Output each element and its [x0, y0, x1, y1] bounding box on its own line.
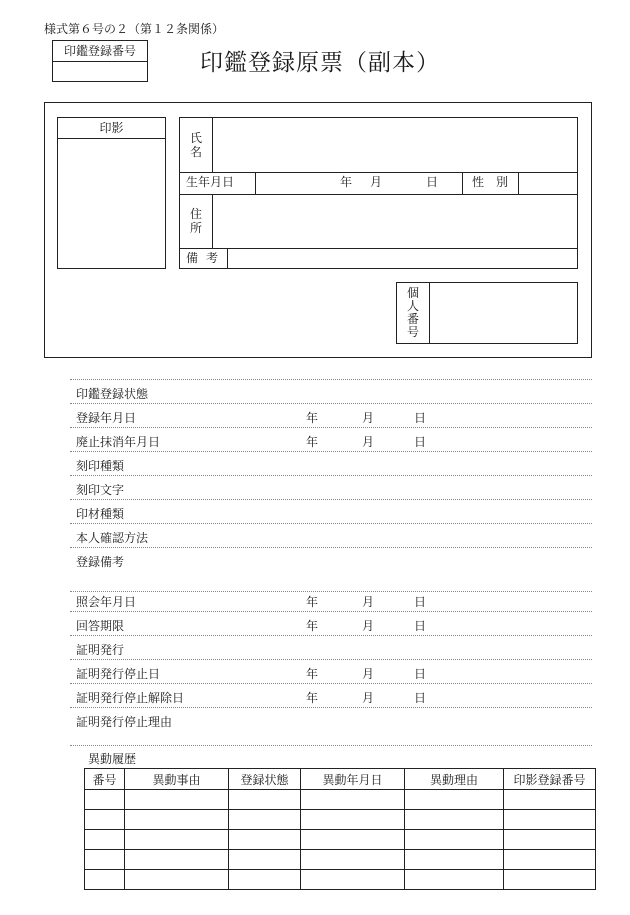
table-cell[interactable]: [405, 850, 504, 870]
table-cell[interactable]: [405, 790, 504, 810]
birth-month-unit: 月: [370, 175, 383, 189]
history-col-date: 異動年月日: [301, 769, 405, 790]
table-cell[interactable]: [125, 790, 229, 810]
table-cell[interactable]: [85, 790, 125, 810]
cert-release-date-label: 証明発行停止解除日: [76, 691, 185, 705]
history-title: 異動履歴: [88, 752, 137, 766]
abolish-date-year: 年: [306, 435, 319, 449]
name-label-char-2: 名: [189, 145, 202, 159]
form-number-label: 様式第６号の２（第１２条関係）: [44, 22, 225, 36]
inquiry-date-year: 年: [306, 595, 319, 609]
cert-stop-reason-row: [70, 708, 592, 746]
mynum-char-3: 番: [406, 312, 419, 326]
history-col-seal-number: 印影登録番号: [504, 769, 596, 790]
status-label: 印鑑登録状態: [76, 387, 149, 401]
table-cell[interactable]: [301, 830, 405, 850]
table-row: [85, 850, 596, 870]
reg-date-label: 登録年月日: [76, 411, 137, 425]
material-row: [70, 500, 592, 524]
cert-issue-row: [70, 636, 592, 660]
table-cell[interactable]: [405, 830, 504, 850]
birth-row: [180, 172, 577, 195]
individual-number-box: [396, 282, 578, 344]
cert-stop-month: 月: [362, 667, 375, 681]
status-row: [70, 380, 592, 404]
history-col-reason: 異動理由: [405, 769, 504, 790]
reg-date-month: 月: [362, 411, 375, 425]
table-cell[interactable]: [405, 870, 504, 890]
abolish-date-month: 月: [362, 435, 375, 449]
birth-day-unit: 日: [426, 175, 439, 189]
table-cell[interactable]: [301, 790, 405, 810]
table-cell[interactable]: [125, 830, 229, 850]
table-cell[interactable]: [504, 830, 596, 850]
engrave-type-row: [70, 452, 592, 476]
table-cell[interactable]: [229, 850, 301, 870]
table-cell[interactable]: [301, 810, 405, 830]
abolish-date-row: [70, 428, 592, 452]
address-label-char-1: 住: [189, 207, 202, 221]
id-method-row: [70, 524, 592, 548]
table-cell[interactable]: [504, 870, 596, 890]
engrave-type-label: 刻印種類: [76, 459, 125, 473]
abolish-date-label: 廃止抹消年月日: [76, 435, 161, 449]
id-method-label: 本人確認方法: [76, 531, 149, 545]
history-col-reason-type: 異動事由: [125, 769, 229, 790]
address-label-char-2: 所: [189, 221, 202, 235]
document-title: 印鑑登録原票（副本）: [200, 50, 440, 76]
table-cell[interactable]: [229, 830, 301, 850]
table-row: [85, 830, 596, 850]
table-cell[interactable]: [85, 830, 125, 850]
history-header-row: [85, 769, 596, 790]
cert-stop-date-row: [70, 660, 592, 684]
reply-deadline-day: 日: [414, 619, 427, 633]
cert-stop-year: 年: [306, 667, 319, 681]
table-cell[interactable]: [229, 870, 301, 890]
reply-deadline-label: 回答期限: [76, 619, 125, 633]
inquiry-date-row: [70, 588, 592, 612]
seal-impression-box: [57, 117, 166, 269]
reply-deadline-row: [70, 612, 592, 636]
cert-stop-reason-label: 証明発行停止理由: [76, 715, 173, 729]
remarks-label: 備考: [186, 251, 227, 265]
inquiry-date-day: 日: [414, 595, 427, 609]
history-col-status: 登録状態: [229, 769, 301, 790]
mynum-char-1: 個: [406, 286, 419, 300]
reg-date-year: 年: [306, 411, 319, 425]
table-row: [85, 810, 596, 830]
birth-divider: [255, 172, 256, 194]
table-cell[interactable]: [301, 850, 405, 870]
reply-deadline-month: 月: [362, 619, 375, 633]
reg-remarks-label: 登録備考: [76, 555, 125, 569]
address-row: [180, 194, 577, 249]
cert-stop-date-label: 証明発行停止日: [76, 667, 161, 681]
cert-release-month: 月: [362, 691, 375, 705]
engrave-text-label: 刻印文字: [76, 483, 125, 497]
table-cell[interactable]: [125, 810, 229, 830]
registration-number-box: [52, 40, 148, 82]
registration-number-label: 印鑑登録番号: [53, 41, 147, 62]
history-col-number: 番号: [85, 769, 125, 790]
birth-year-unit: 年: [340, 175, 353, 189]
reg-date-day: 日: [414, 411, 427, 425]
cert-stop-day: 日: [414, 667, 427, 681]
table-cell[interactable]: [85, 810, 125, 830]
material-label: 印材種類: [76, 507, 125, 521]
mynum-char-4: 号: [406, 325, 419, 339]
name-row: [180, 118, 577, 173]
table-cell[interactable]: [85, 870, 125, 890]
abolish-date-day: 日: [414, 435, 427, 449]
table-cell[interactable]: [229, 790, 301, 810]
table-cell[interactable]: [229, 810, 301, 830]
table-cell[interactable]: [125, 870, 229, 890]
table-cell[interactable]: [504, 850, 596, 870]
sex-divider-right: [518, 172, 519, 194]
mynum-char-2: 人: [406, 299, 419, 313]
birth-date-label: 生年月日: [186, 175, 235, 189]
name-label: [180, 118, 213, 172]
remarks-row: [180, 248, 577, 268]
cert-release-year: 年: [306, 691, 319, 705]
reply-deadline-year: 年: [306, 619, 319, 633]
cert-release-day: 日: [414, 691, 427, 705]
individual-number-label: [397, 283, 430, 343]
table-row: [85, 790, 596, 810]
cert-issue-label: 証明発行: [76, 643, 125, 657]
table-cell[interactable]: [504, 810, 596, 830]
table-row: [85, 870, 596, 890]
sex-divider-left: [462, 172, 463, 194]
inquiry-date-label: 照会年月日: [76, 595, 137, 609]
table-cell[interactable]: [125, 850, 229, 870]
personal-info-table: [179, 117, 578, 269]
remarks-divider: [227, 248, 228, 268]
table-cell[interactable]: [301, 870, 405, 890]
history-table: [84, 768, 596, 890]
table-cell[interactable]: [405, 810, 504, 830]
table-cell[interactable]: [85, 850, 125, 870]
seal-impression-label: 印影: [58, 118, 165, 139]
address-label: [180, 194, 213, 248]
table-cell[interactable]: [504, 790, 596, 810]
inquiry-date-month: 月: [362, 595, 375, 609]
sex-label: 性別: [472, 175, 521, 189]
name-label-char-1: 氏: [189, 131, 202, 145]
engrave-text-row: [70, 476, 592, 500]
cert-release-date-row: [70, 684, 592, 708]
reg-date-row: [70, 404, 592, 428]
reg-remarks-row: [70, 548, 592, 592]
